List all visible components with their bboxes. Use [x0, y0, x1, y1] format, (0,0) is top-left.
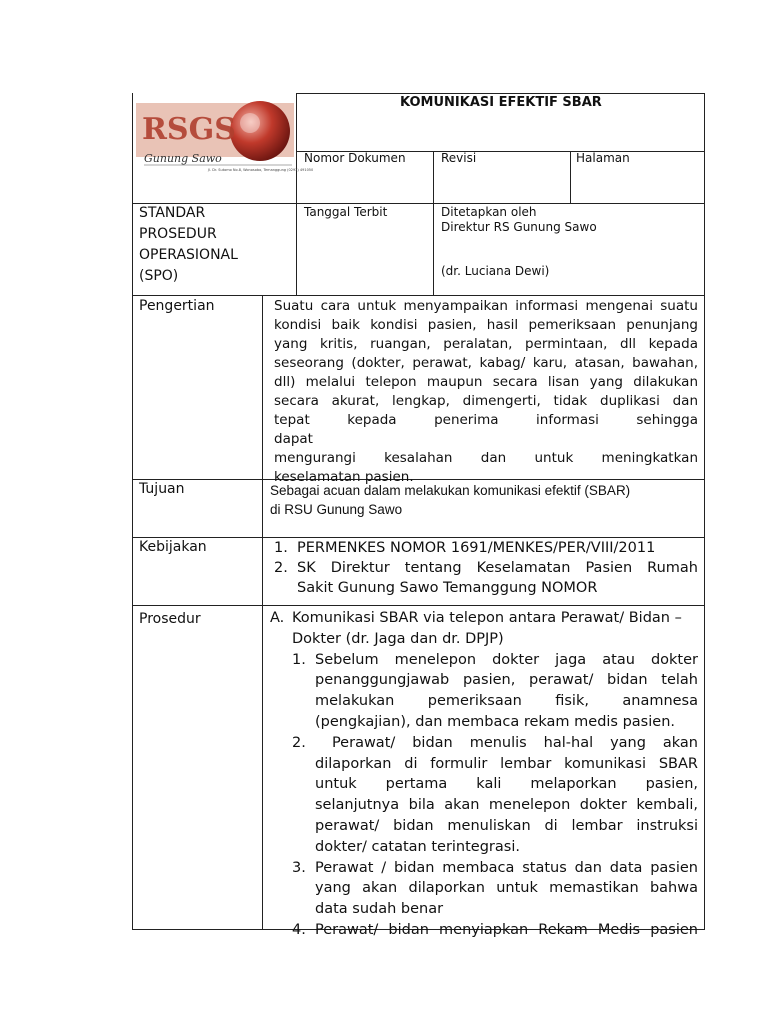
pengertian-line: kondisi baik kondisi pasien, hasil pemeriksaan penunjang [274, 317, 698, 333]
step-line: dilaporkan di formulir lembar komunikasi SBAR [315, 755, 698, 772]
spo-label-line1: STANDAR [139, 205, 206, 221]
list-number: 2. [274, 560, 288, 576]
pengertian-label: Pengertian [139, 298, 215, 314]
tujuan-label: Tujuan [139, 481, 185, 497]
step-number: 4. [292, 921, 306, 938]
border-left [132, 93, 133, 930]
list-letter: A. [270, 610, 285, 626]
pengertian-line: tepat kepada penerima informasi sehingga dapat [274, 412, 698, 447]
pengertian-line: secara akurat, lengkap, dimengerti, tidak duplikasi dan [274, 393, 698, 409]
revisi-label: Revisi [441, 151, 477, 165]
step-line: yang akan dilaporkan untuk memastikan bahwa [315, 880, 698, 897]
step-line: Perawat / bidan membaca status dan data pasien [315, 859, 698, 876]
step-line: dokter/ catatan terintegrasi. [315, 838, 520, 855]
halaman-label: Halaman [576, 151, 630, 165]
border-top-right [296, 93, 705, 94]
border-right [704, 93, 705, 930]
step-number: 1. [292, 651, 306, 668]
divider-logo [296, 93, 297, 296]
kebijakan-list [274, 538, 698, 598]
tujuan-line: Sebagai acuan dalam melakukan komunikasi efektif (SBAR) [270, 483, 631, 498]
pengertian-line: dll) melalui telepon maupun secara lisan yang dilakukan [274, 374, 698, 390]
spo-document [132, 93, 705, 938]
prosedur-steps [270, 650, 698, 941]
kebijakan-label: Kebijakan [139, 539, 207, 555]
ditetapkan-line1: Ditetapkan oleh [441, 205, 537, 219]
pengertian-line: yang kritis, ruangan, peralatan, permintaan, dll kepada [274, 336, 698, 352]
pengertian-line: seseorang (dokter, perawat, kabag/ karu, atasan, bawahan, [274, 355, 698, 371]
divider-header-bottom [132, 295, 705, 296]
signatory-name: (dr. Luciana Dewi) [441, 264, 550, 278]
spo-label-line2: PROSEDUR [139, 226, 217, 242]
prosedur-content [270, 608, 698, 941]
step-number: 2. [292, 734, 306, 751]
ditetapkan-line2: Direktur RS Gunung Sawo [441, 220, 597, 234]
step-line: penanggungjawab pasien, perawat/ bidan telah [315, 672, 698, 689]
document-title: KOMUNIKASI EFEKTIF SBAR [400, 95, 602, 110]
step-line: (pengkajian), dan membaca rekam medis pasien. [315, 713, 675, 730]
spo-label-line4: (SPO) [139, 268, 179, 284]
step-line: melakukan pemeriksaan fisik, anamnesa [315, 693, 698, 710]
prosedur-step-4 [292, 920, 698, 941]
divider-col3 [570, 151, 571, 204]
prosedur-a-line1: Komunikasi SBAR via telepon antara Perawat/ Bidan – [292, 610, 682, 626]
step-line: data sudah benar [315, 901, 444, 918]
divider-label-col [262, 295, 263, 930]
prosedur-a-line2: Dokter (dr. Jaga dan dr. DPJP) [292, 630, 504, 647]
pengertian-text [274, 297, 698, 487]
tujuan-line: di RSU Gunung Sawo [270, 502, 403, 517]
kebijakan-item-2 [274, 558, 698, 598]
kebijakan-item-1 [274, 538, 698, 558]
kebijakan-item-2-line2: Sakit Gunung Sawo Temanggung NOMOR [297, 580, 598, 596]
step-number: 3. [292, 859, 306, 876]
prosedur-a [270, 608, 698, 650]
kebijakan-item-2-line1: SK Direktur tentang Keselamatan Pasien Rumah [297, 560, 698, 576]
pengertian-line: mengurangi kesalahan dan untuk meningkatkan [274, 450, 698, 466]
pengertian-line: keselamatan pasien. [274, 469, 414, 485]
svg-text:Gunung Sawo: Gunung Sawo [144, 152, 222, 165]
divider-kebijakan [132, 605, 705, 606]
prosedur-step-3 [292, 858, 698, 920]
step-line: Perawat/ bidan menulis hal-hal yang akan [315, 734, 698, 751]
pengertian-line: Suatu cara untuk menyampaikan informasi mengenai suatu [274, 298, 698, 314]
step-line: selanjutnya bila akan menelepon dokter kembali, [315, 797, 698, 814]
divider-col2 [433, 151, 434, 296]
divider-header-mid [132, 203, 705, 204]
kebijakan-item-1-text: PERMENKES NOMOR 1691/MENKES/PER/VIII/2011 [297, 540, 656, 556]
step-line: untuk pertama kali melaporkan pasien, [315, 776, 698, 793]
svg-text:Jl. Dr. Sutomo No.8, Wonosobo,: Jl. Dr. Sutomo No.8, Wonosobo, Temanggung (0293) 491050 [208, 168, 314, 172]
prosedur-label: Prosedur [139, 611, 201, 627]
list-number: 1. [274, 540, 288, 556]
tujuan-text [270, 481, 630, 519]
prosedur-step-2 [292, 733, 698, 858]
rsgs-logo-icon [136, 97, 314, 177]
prosedur-step-1 [292, 650, 698, 733]
step-line: Perawat/ bidan menyiapkan Rekam Medis pasien [315, 921, 698, 938]
step-line: Sebelum menelepon dokter jaga atau dokter [315, 651, 698, 668]
step-line: perawat/ bidan menuliskan di lembar instruksi [315, 817, 698, 834]
tanggal-terbit-label: Tanggal Terbit [304, 205, 388, 219]
svg-text:RSGS: RSGS [142, 112, 236, 147]
hospital-logo [136, 97, 314, 175]
spo-label-line3: OPERASIONAL [139, 247, 238, 263]
nomor-dokumen-label: Nomor Dokumen [304, 151, 406, 165]
